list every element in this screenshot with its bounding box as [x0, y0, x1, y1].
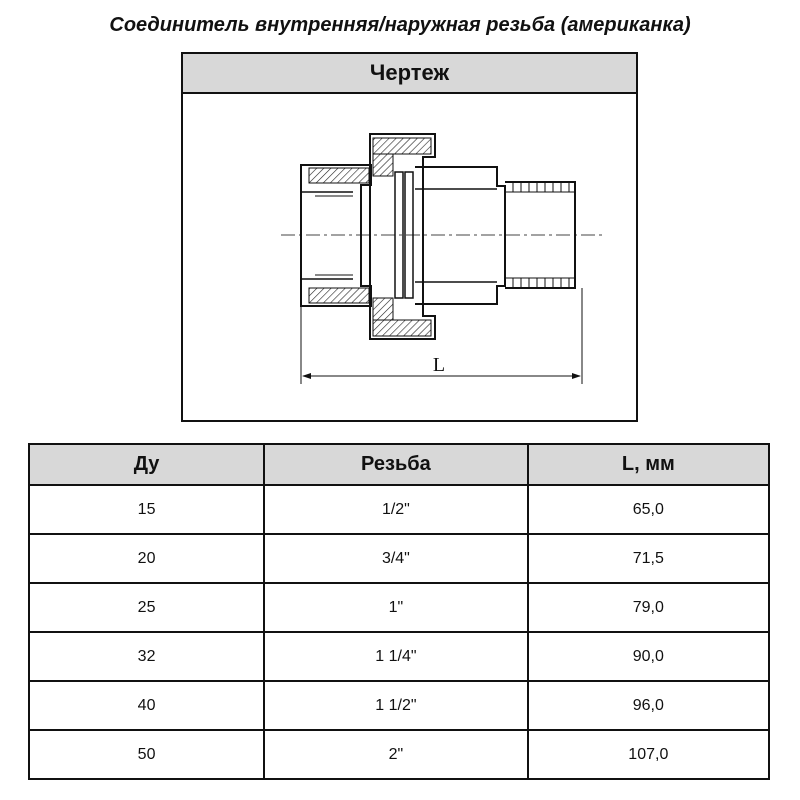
cell-thread: 1/2": [264, 485, 528, 534]
dimension-label: L: [432, 354, 446, 376]
page-title: Соединитель внутренняя/наружная резьба (американка): [109, 14, 691, 36]
cell-length: 65,0: [528, 485, 769, 534]
cell-length: 79,0: [528, 583, 769, 632]
table-row: [29, 681, 769, 730]
table-row: [29, 534, 769, 583]
cell-thread: 3/4": [264, 534, 528, 583]
table-header-row: [29, 444, 769, 485]
cell-length: 96,0: [528, 681, 769, 730]
cell-du: 15: [29, 485, 264, 534]
cell-length: 71,5: [528, 534, 769, 583]
header-length: L, мм: [528, 444, 769, 485]
header-thread: Резьба: [264, 444, 528, 485]
cell-du: 32: [29, 632, 264, 681]
cell-du: 25: [29, 583, 264, 632]
cell-thread: 1 1/4": [264, 632, 528, 681]
union-fitting-drawing: [183, 54, 636, 420]
cell-length: 107,0: [528, 730, 769, 779]
table-row: [29, 485, 769, 534]
table-row: [29, 730, 769, 779]
cell-thread: 2": [264, 730, 528, 779]
cell-thread: 1": [264, 583, 528, 632]
cell-du: 20: [29, 534, 264, 583]
drawing-panel: [181, 52, 638, 422]
cell-thread: 1 1/2": [264, 681, 528, 730]
table-row: [29, 632, 769, 681]
header-du: Ду: [29, 444, 264, 485]
cell-length: 90,0: [528, 632, 769, 681]
cell-du: 50: [29, 730, 264, 779]
spec-table: [28, 443, 770, 780]
table-row: [29, 583, 769, 632]
cell-du: 40: [29, 681, 264, 730]
drawing-header: Чертеж: [183, 54, 636, 94]
